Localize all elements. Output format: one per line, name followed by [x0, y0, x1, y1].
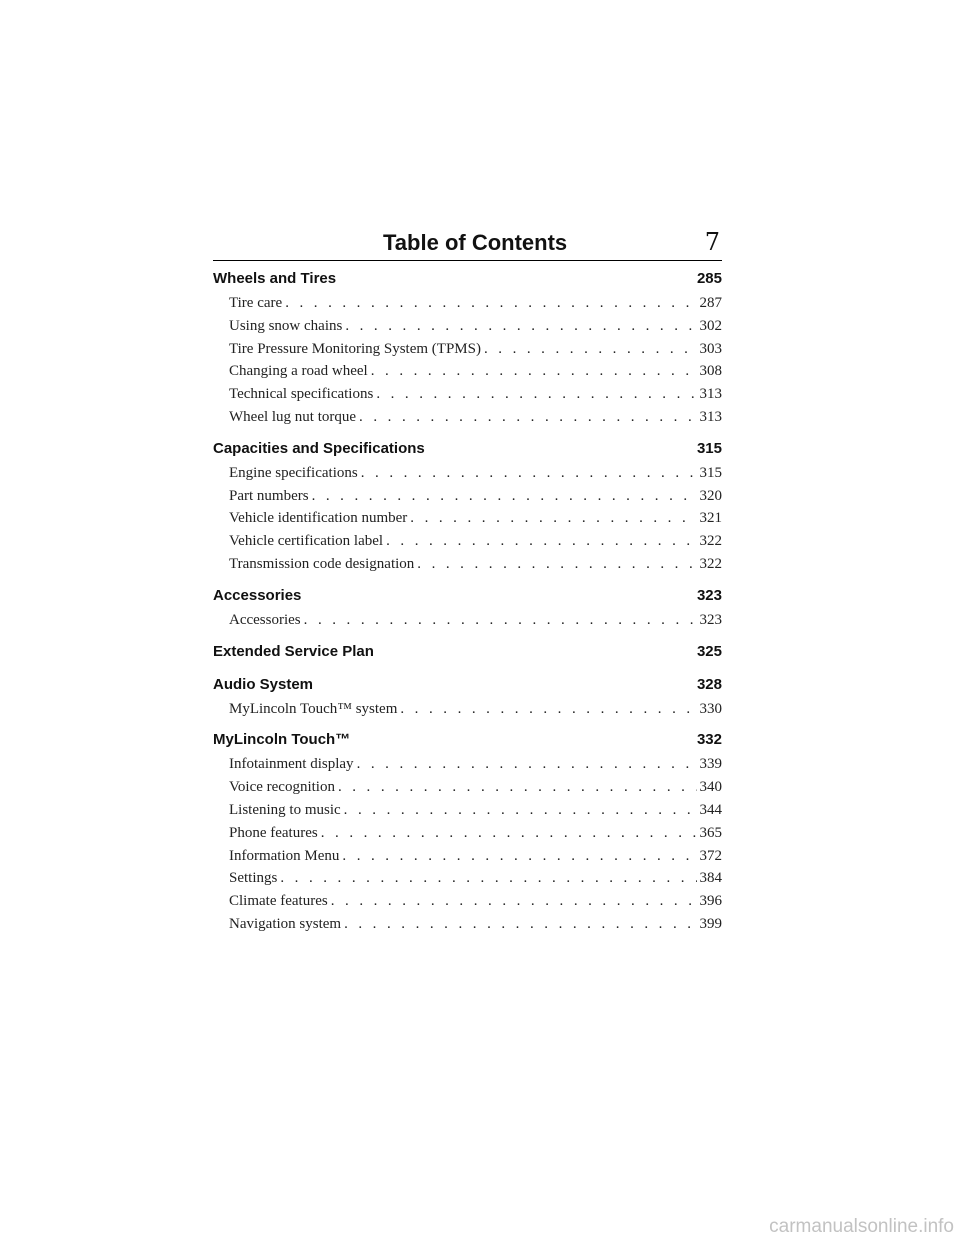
- entry-title: Technical specifications: [229, 386, 374, 403]
- toc-entry[interactable]: [213, 753, 722, 776]
- entry-page: 372: [699, 847, 722, 864]
- dot-leader: [312, 485, 697, 508]
- toc-entry[interactable]: [213, 338, 722, 361]
- section-page: 285: [696, 270, 722, 287]
- entry-page: 287: [699, 295, 722, 311]
- toc-entry[interactable]: [213, 360, 722, 383]
- entry-title: Tire Pressure Monitoring System (TPMS): [229, 340, 481, 357]
- page-title: Table of Contents: [383, 230, 568, 255]
- dot-leader: [371, 360, 697, 383]
- entry-title: Engine specifications: [229, 464, 358, 481]
- entry-page: 308: [699, 363, 722, 380]
- section-title: Audio System: [213, 675, 314, 693]
- dot-leader: [400, 698, 696, 721]
- entry-page: 323: [699, 611, 722, 628]
- entry-page: 313: [699, 386, 722, 403]
- dot-leader: [285, 292, 696, 315]
- section-title: MyLincoln Touch™: [213, 731, 351, 749]
- entry-list: [213, 698, 722, 721]
- entry-page: 322: [699, 555, 722, 572]
- entry-title: MyLincoln Touch™ system: [229, 700, 398, 717]
- section-page: 323: [696, 586, 722, 604]
- toc-entry[interactable]: [213, 890, 722, 913]
- entry-title: Listening to music: [229, 801, 341, 818]
- section-heading[interactable]: [213, 583, 722, 609]
- entry-list: [213, 609, 722, 632]
- entry-title: Using snow chains: [229, 317, 343, 334]
- section-page: 328: [696, 675, 722, 693]
- entry-title: Navigation system: [229, 915, 342, 932]
- entry-title: Voice recognition: [229, 779, 335, 796]
- entry-page: 330: [699, 700, 722, 717]
- toc-entry[interactable]: [213, 609, 722, 632]
- toc-section: [213, 436, 722, 576]
- toc-entry[interactable]: [213, 406, 722, 429]
- entry-page: 322: [699, 533, 722, 550]
- toc-entry[interactable]: [213, 553, 722, 576]
- toc-entry[interactable]: [213, 822, 722, 845]
- toc-section: [213, 727, 722, 935]
- section-heading[interactable]: [213, 436, 722, 462]
- dot-leader: [410, 507, 696, 530]
- toc-section: [213, 266, 722, 429]
- entry-title: Phone features: [229, 824, 318, 841]
- entry-page: 339: [699, 756, 722, 773]
- toc-entry[interactable]: [213, 776, 722, 799]
- entry-page: 365: [699, 824, 722, 841]
- toc-section: [213, 672, 722, 721]
- dot-leader: [344, 799, 697, 822]
- page-number: 7: [704, 228, 720, 256]
- table-of-contents: [213, 266, 722, 943]
- toc-entry[interactable]: [213, 913, 722, 936]
- entry-list: [213, 753, 722, 935]
- entry-page: 384: [699, 870, 722, 887]
- entry-page: 399: [699, 915, 722, 932]
- dot-leader: [345, 315, 696, 338]
- dot-leader: [321, 822, 697, 845]
- section-page: 315: [696, 439, 722, 457]
- dot-leader: [280, 867, 696, 890]
- toc-entry[interactable]: [213, 485, 722, 508]
- entry-title: Information Menu: [229, 847, 340, 864]
- toc-entry[interactable]: [213, 799, 722, 822]
- entry-page: 321: [699, 510, 722, 527]
- entry-title: Infotainment display: [229, 756, 354, 773]
- entry-title: Part numbers: [229, 487, 309, 504]
- dot-leader: [484, 338, 697, 361]
- toc-section: [213, 639, 722, 665]
- section-page: 325: [696, 642, 722, 660]
- section-heading[interactable]: [213, 672, 722, 698]
- entry-page: 303: [699, 340, 722, 357]
- entry-page: 302: [699, 317, 722, 334]
- toc-entry[interactable]: [213, 292, 722, 315]
- section-page: 332: [696, 731, 722, 749]
- entry-page: 396: [699, 893, 722, 910]
- dot-leader: [338, 776, 697, 799]
- entry-list: [213, 462, 722, 576]
- dot-leader: [357, 753, 697, 776]
- entry-title: Wheel lug nut torque: [229, 408, 357, 425]
- dot-leader: [344, 913, 696, 936]
- entry-title: Settings: [229, 870, 278, 887]
- section-title: Capacities and Specifications: [213, 439, 425, 457]
- entry-page: 320: [699, 487, 722, 504]
- entry-title: Climate features: [229, 893, 328, 910]
- toc-entry[interactable]: [213, 462, 722, 485]
- entry-title: Vehicle certification label: [229, 533, 384, 550]
- section-heading[interactable]: [213, 727, 722, 753]
- entry-title: Vehicle identification number: [229, 510, 408, 527]
- section-heading[interactable]: [213, 639, 722, 665]
- toc-section: [213, 583, 722, 632]
- dot-leader: [386, 530, 696, 553]
- toc-entry[interactable]: [213, 698, 722, 721]
- toc-entry[interactable]: [213, 530, 722, 553]
- entry-page: 340: [699, 779, 722, 796]
- toc-entry[interactable]: [213, 507, 722, 530]
- dot-leader: [331, 890, 697, 913]
- toc-entry[interactable]: [213, 867, 722, 890]
- page-header: [213, 226, 722, 261]
- entry-title: Accessories: [229, 611, 301, 628]
- entry-page: 313: [699, 408, 722, 425]
- entry-title: Transmission code designation: [229, 555, 415, 572]
- toc-entry[interactable]: [213, 383, 722, 406]
- section-title: Extended Service Plan: [213, 642, 374, 660]
- toc-entry[interactable]: [213, 315, 722, 338]
- section-title: Accessories: [213, 586, 302, 604]
- dot-leader: [342, 845, 696, 868]
- entry-title: Changing a road wheel: [229, 363, 368, 380]
- entry-page: 344: [699, 801, 722, 818]
- watermark: carmanualsonline.info: [769, 1216, 954, 1237]
- entry-page: 315: [699, 464, 722, 481]
- section-heading[interactable]: [213, 266, 722, 292]
- entry-list: [213, 292, 722, 429]
- dot-leader: [417, 553, 696, 576]
- section-title: Wheels and Tires: [213, 270, 337, 287]
- dot-leader: [376, 383, 696, 406]
- dot-leader: [361, 462, 697, 485]
- dot-leader: [359, 406, 696, 429]
- entry-title: Tire care: [229, 295, 283, 311]
- toc-entry[interactable]: [213, 845, 722, 868]
- dot-leader: [304, 609, 697, 632]
